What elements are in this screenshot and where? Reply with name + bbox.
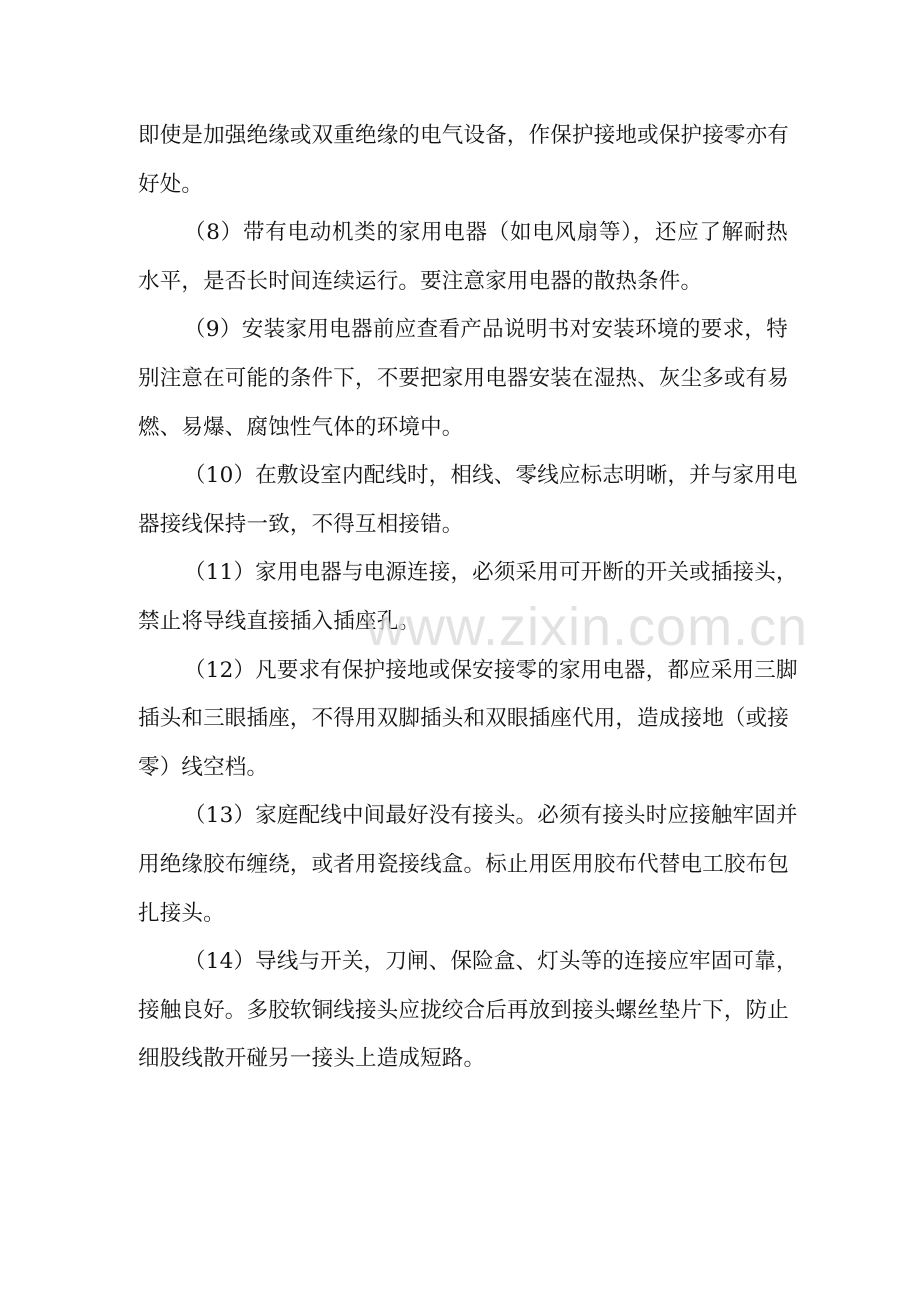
watermark: www.zixin.com.cn bbox=[366, 597, 809, 657]
paragraph-line: 扎接头。 bbox=[138, 900, 225, 926]
paragraph-line: （13）家庭配线中间最好没有接头。必须有接头时应接触牢固并 bbox=[184, 803, 798, 829]
paragraph-line: 器接线保持一致，不得互相接错。 bbox=[138, 511, 464, 537]
paragraph-line: （14）导线与开关，刀闸、保险盒、灯头等的连接应牢固可靠， bbox=[184, 949, 798, 975]
paragraph-line: （11）家用电器与电源连接，必须采用可开断的开关或插接头， bbox=[184, 560, 798, 586]
paragraph-line: 接触良好。多胶软铜线接头应拢绞合后再放到接头螺丝垫片下，防止 bbox=[138, 997, 790, 1023]
paragraph-line: 别注意在可能的条件下，不要把家用电器安装在湿热、灰尘多或有易 bbox=[138, 365, 790, 391]
document-body bbox=[138, 112, 798, 1084]
paragraph-line: 细股线散开碰另一接头上造成短路。 bbox=[138, 1046, 486, 1072]
paragraph-line: （9）安装家用电器前应查看产品说明书对安装环境的要求，特 bbox=[184, 317, 788, 343]
paragraph-line: 好处。 bbox=[138, 171, 204, 197]
paragraph-line: 插头和三眼插座，不得用双脚插头和双眼插座代用，造成接地（或接 bbox=[138, 706, 790, 732]
paragraph-line: 燃、易爆、腐蚀性气体的环境中。 bbox=[138, 414, 464, 440]
paragraph-line: 用绝缘胶布缠绕，或者用瓷接线盒。标止用医用胶布代替电工胶布包 bbox=[138, 851, 790, 877]
paragraph-line: （12）凡要求有保护接地或保安接零的家用电器，都应采用三脚 bbox=[184, 657, 798, 683]
paragraph-line: （8）带有电动机类的家用电器（如电风扇等），还应了解耐热 bbox=[184, 220, 788, 246]
paragraph-line: （10）在敷设室内配线时，相线、零线应标志明晰，并与家用电 bbox=[184, 463, 798, 489]
paragraph-line: 水平，是否长时间连续运行。要注意家用电器的散热条件。 bbox=[138, 268, 703, 294]
paragraph-line: 禁止将导线直接插入插座孔。 bbox=[138, 608, 421, 634]
paragraph-line: 即使是加强绝缘或双重绝缘的电气设备，作保护接地或保护接零亦有 bbox=[138, 123, 790, 148]
paragraph-line: 零）线空档。 bbox=[138, 754, 269, 780]
